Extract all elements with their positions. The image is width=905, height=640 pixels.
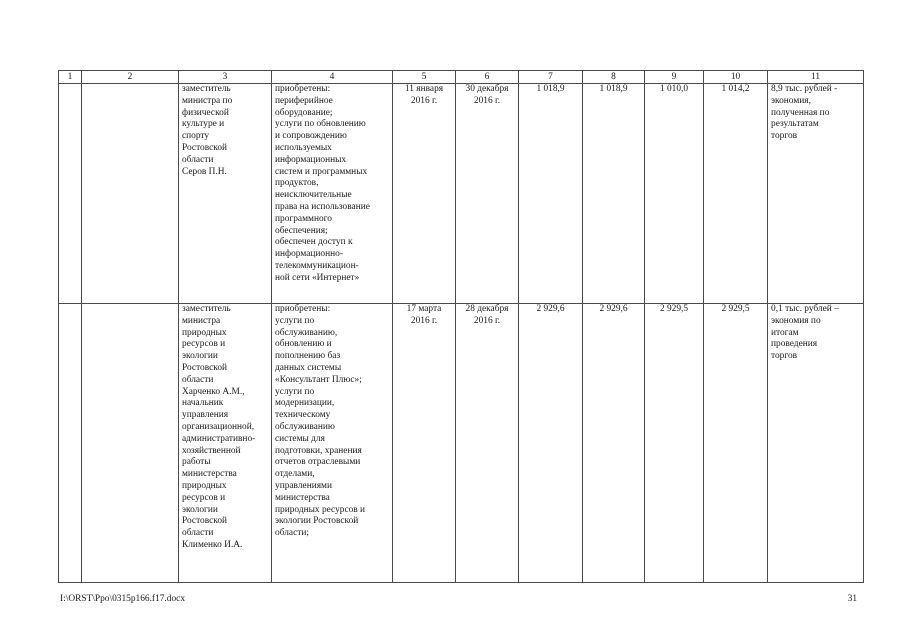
column-number: 7 <box>519 71 583 84</box>
column-number: 1 <box>59 71 82 84</box>
column-number-row <box>59 71 864 84</box>
column-number: 6 <box>456 71 519 84</box>
row-number-cell <box>59 84 82 304</box>
column-number: 10 <box>704 71 768 84</box>
file-path-footer: I:\ORST\Ppo\0315p166.f17.docx <box>60 594 186 604</box>
end-date-cell: 30 декабря 2016 г. <box>456 84 519 304</box>
responsible-cell: заместитель министра природных ресурсов и экологии Ростовской области Харченко А.М., начальник управления организационной, административно- хозяйственной работы министерства природных ресурсов и экологии Ростовской области Клименко И.А. <box>179 304 272 583</box>
value-cell: 2 929,6 <box>583 304 645 583</box>
table-row <box>59 84 864 304</box>
end-date-cell: 28 декабря 2016 г. <box>456 304 519 583</box>
start-date-cell: 11 января 2016 г. <box>393 84 456 304</box>
start-date-cell: 17 марта 2016 г. <box>393 304 456 583</box>
note-cell: 8,9 тыс. рублей - экономия, полученная по результатам торгов <box>768 84 864 304</box>
value-cell: 2 929,5 <box>645 304 704 583</box>
note-cell: 0,1 тыс. рублей – экономия по итогам проведения торгов <box>768 304 864 583</box>
column-number: 4 <box>272 71 393 84</box>
value-cell: 1 018,9 <box>583 84 645 304</box>
column-number: 5 <box>393 71 456 84</box>
column-number: 2 <box>82 71 179 84</box>
value-cell: 2 929,6 <box>519 304 583 583</box>
result-cell: приобретены: периферийное оборудование; услуги по обновлению и сопровождению используемых информационных систем и программных продуктов, неисключительные права на использование программного обеспечения; обеспечен доступ к информационно- телекоммуникацион- ной сети «Интернет» <box>272 84 393 304</box>
report-table <box>58 70 864 583</box>
row-number-cell <box>59 304 82 583</box>
program-cell <box>82 304 179 583</box>
table-row <box>59 304 864 583</box>
column-number: 3 <box>179 71 272 84</box>
value-cell: 2 929,5 <box>704 304 768 583</box>
value-cell: 1 010,0 <box>645 84 704 304</box>
result-cell: приобретены: услуги по обслуживанию, обновлению и пополнению баз данных системы «Консультант Плюс»; услуги по модернизации, техническому обслуживанию системы для подготовки, хранения отчетов отраслевыми отделами, управлениями министерства природных ресурсов и экологии Ростовской области; <box>272 304 393 583</box>
program-cell <box>82 84 179 304</box>
value-cell: 1 014,2 <box>704 84 768 304</box>
column-number: 11 <box>768 71 864 84</box>
responsible-cell: заместитель министра по физической культуре и спорту Ростовской области Серов П.Н. <box>179 84 272 304</box>
page-number: 31 <box>847 594 857 604</box>
column-number: 8 <box>583 71 645 84</box>
value-cell: 1 018,9 <box>519 84 583 304</box>
column-number: 9 <box>645 71 704 84</box>
